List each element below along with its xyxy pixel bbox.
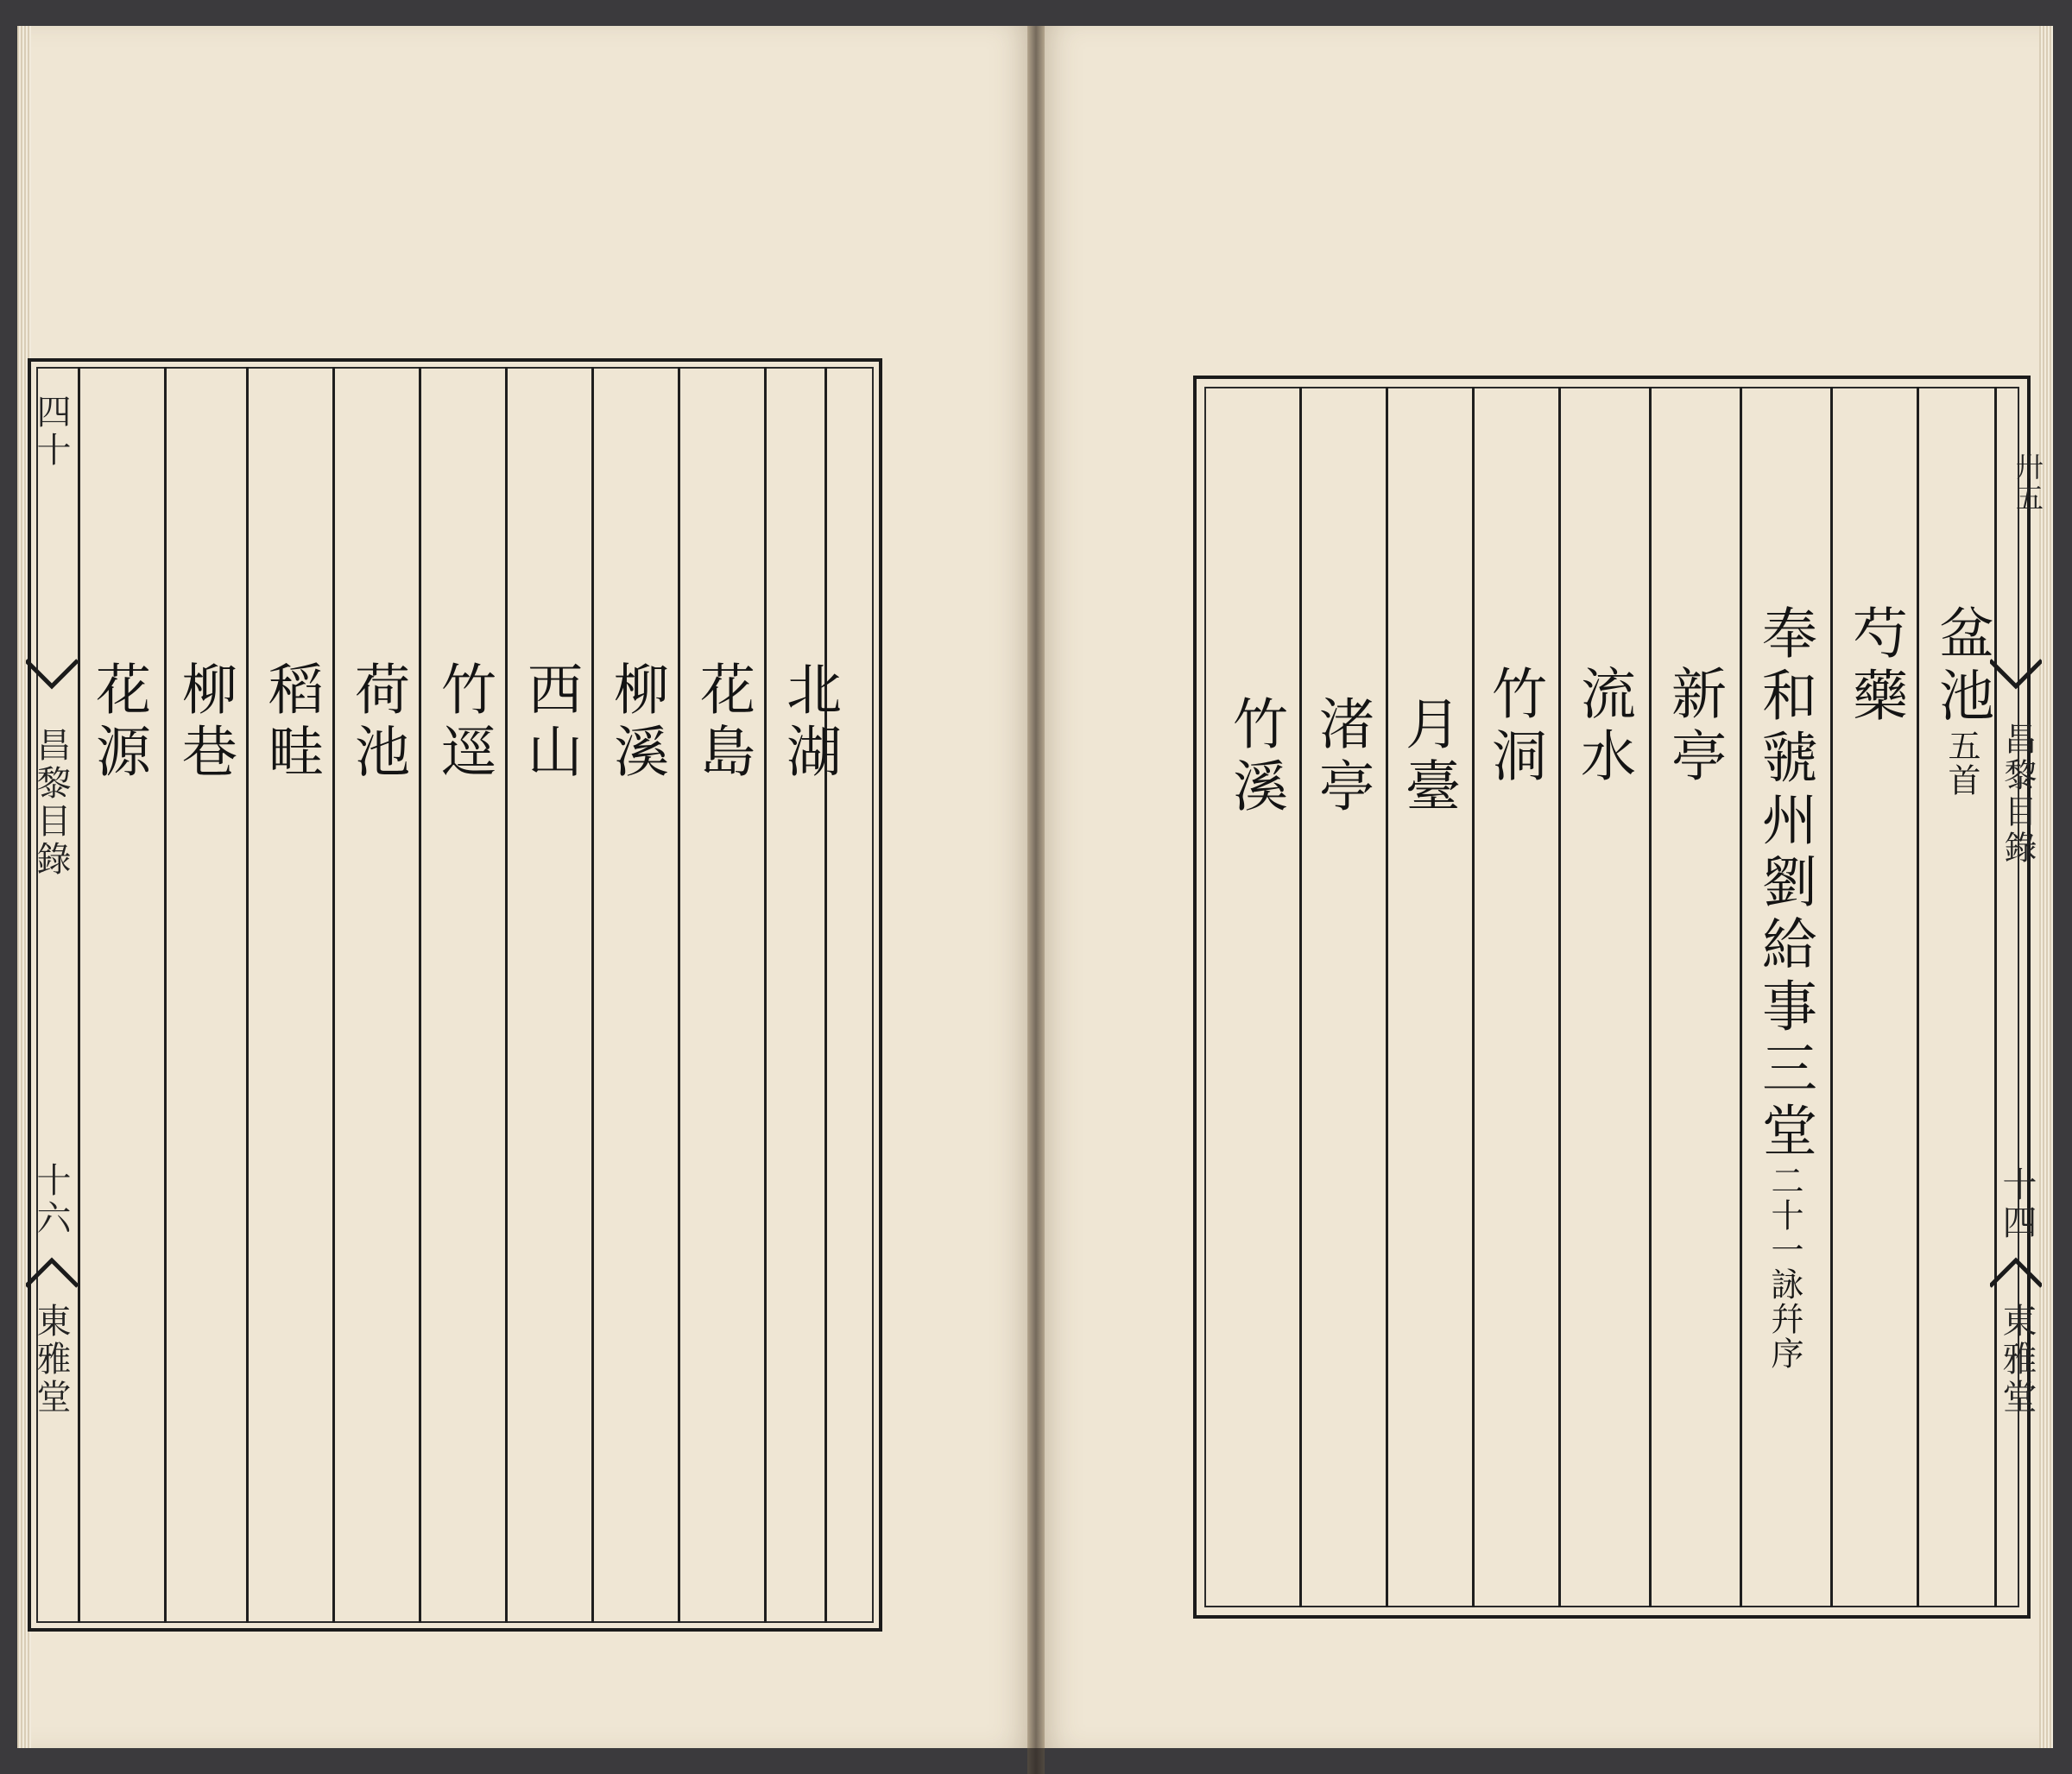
left-strip-title: 昌黎目錄 <box>31 727 71 879</box>
left-entry: 柳巷 <box>173 660 237 785</box>
right-column-rule <box>1830 387 1833 1607</box>
right-entry-title: 盆池 <box>1930 604 1993 729</box>
right-strip-title: 昌黎目錄 <box>1999 722 2037 867</box>
left-column-rule <box>505 367 508 1623</box>
right-strip-top-number: 卅五 <box>2012 452 2044 515</box>
right-entry-title: 竹溪 <box>1223 695 1287 819</box>
right-strip-leaf-number: 十四 <box>1997 1166 2037 1242</box>
right-entry-title: 新亭 <box>1662 665 1726 789</box>
book-gutter <box>1027 26 1045 1774</box>
right-entry-note: 二十一詠幷序 <box>1766 1164 1804 1371</box>
right-entry <box>1662 665 1726 789</box>
left-column-rule <box>678 367 680 1623</box>
right-column-rule <box>1917 387 1919 1607</box>
right-column-rule <box>1386 387 1388 1607</box>
right-strip-fishtail-lower <box>1990 1256 2042 1291</box>
right-entry <box>1223 695 1287 819</box>
right-entry-note: 五首 <box>1942 729 1980 798</box>
left-entry: 荷池 <box>345 660 409 785</box>
right-entry <box>1310 695 1374 819</box>
right-entry <box>1753 604 1816 1371</box>
right-strip-fishtail-upper <box>1990 656 2042 691</box>
left-column-rule <box>164 367 167 1623</box>
right-strip-publisher: 東雅堂 <box>1997 1303 2037 1417</box>
left-column-rule <box>246 367 249 1623</box>
right-entry <box>1930 604 1993 798</box>
left-column-rule <box>419 367 421 1623</box>
left-column-rule <box>591 367 594 1623</box>
left-strip-publisher: 東雅堂 <box>31 1303 71 1417</box>
right-entry <box>1843 604 1907 729</box>
left-entry: 北湖 <box>777 660 841 785</box>
left-column-rule <box>78 367 80 1623</box>
left-strip-fishtail-upper <box>26 656 78 691</box>
right-entry <box>1396 695 1460 819</box>
left-entry: 稻畦 <box>259 660 323 785</box>
left-strip-top-number: 四十 <box>31 394 71 470</box>
left-column-rule <box>764 367 767 1623</box>
left-entry: 竹逕 <box>432 660 496 785</box>
left-block-inner-border <box>36 367 874 1623</box>
left-entry: 花島 <box>691 660 755 785</box>
left-strip-leaf-number: 十六 <box>31 1162 71 1238</box>
left-column-rule <box>332 367 335 1623</box>
right-entry-title: 渚亭 <box>1310 695 1374 819</box>
left-strip-fishtail-lower <box>26 1256 78 1291</box>
right-entry-title: 月臺 <box>1396 695 1460 819</box>
right-entry-title: 竹洞 <box>1482 665 1546 789</box>
right-column-rule <box>1649 387 1652 1607</box>
left-entry: 西山 <box>518 660 582 785</box>
right-block-inner-border <box>1204 387 2019 1607</box>
right-entry-title: 流水 <box>1571 665 1635 789</box>
right-column-rule <box>1740 387 1742 1607</box>
left-entry: 柳溪 <box>604 660 668 785</box>
right-entry <box>1482 665 1546 789</box>
right-entry-title: 奉和虢州劉給事三堂 <box>1753 604 1816 1164</box>
right-entry-title: 芍藥 <box>1843 604 1907 729</box>
left-entry: 花源 <box>86 660 150 785</box>
right-column-rule <box>1558 387 1561 1607</box>
right-column-rule <box>1299 387 1302 1607</box>
left-column-rule <box>824 367 827 1623</box>
right-column-rule <box>1472 387 1475 1607</box>
right-entry <box>1571 665 1635 789</box>
